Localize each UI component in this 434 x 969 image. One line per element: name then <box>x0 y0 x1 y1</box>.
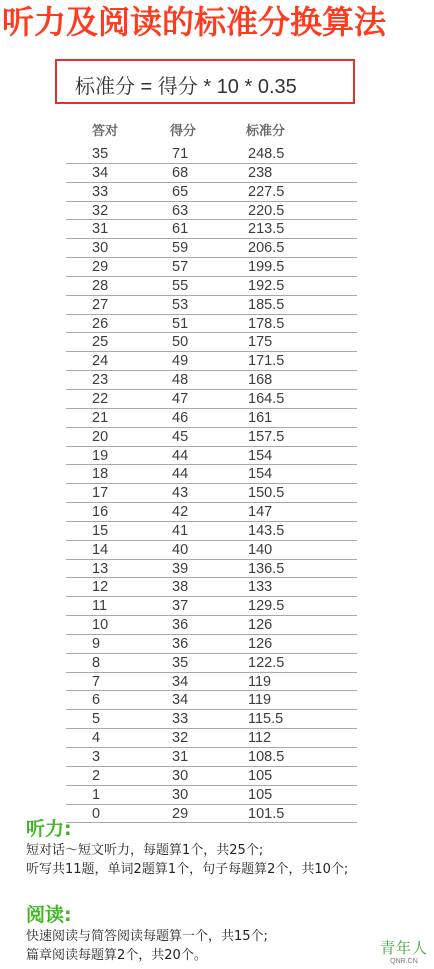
cell-correct: 4 <box>92 730 101 747</box>
cell-score: 47 <box>172 390 189 407</box>
table-row <box>0 616 434 635</box>
cell-correct: 31 <box>92 221 109 238</box>
cell-standard-score: 126 <box>248 617 273 634</box>
cell-correct: 30 <box>92 240 109 257</box>
cell-correct: 6 <box>92 692 101 709</box>
cell-correct: 27 <box>92 296 109 313</box>
cell-standard-score: 157.5 <box>248 428 285 445</box>
cell-standard-score: 178.5 <box>248 315 285 332</box>
table-row <box>0 277 434 296</box>
cell-correct: 18 <box>92 466 109 483</box>
header-standard-score: 标准分 <box>246 124 286 139</box>
cell-score: 68 <box>172 164 189 181</box>
cell-score: 59 <box>172 240 189 257</box>
cell-score: 57 <box>172 259 189 276</box>
cell-score: 38 <box>172 579 189 596</box>
table-row <box>0 767 434 786</box>
cell-correct: 21 <box>92 409 109 426</box>
table-row <box>0 296 434 315</box>
cell-score: 43 <box>172 485 189 502</box>
cell-standard-score: 220.5 <box>248 202 285 219</box>
cell-standard-score: 119 <box>248 692 272 709</box>
cell-correct: 24 <box>92 353 109 370</box>
table-row <box>0 258 434 277</box>
cell-correct: 14 <box>92 541 109 558</box>
cell-standard-score: 147 <box>248 504 273 521</box>
cell-score: 46 <box>172 409 189 426</box>
cell-correct: 15 <box>92 522 109 539</box>
cell-score: 51 <box>172 315 189 332</box>
cell-standard-score: 143.5 <box>248 522 285 539</box>
cell-correct: 8 <box>92 654 101 671</box>
cell-score: 41 <box>172 522 189 539</box>
table-row <box>0 409 434 428</box>
table-row <box>0 202 434 221</box>
cell-standard-score: 168 <box>248 372 273 389</box>
cell-score: 45 <box>172 428 189 445</box>
table-row <box>0 164 434 183</box>
header-correct: 答对 <box>92 124 119 139</box>
cell-score: 61 <box>172 221 189 238</box>
cell-standard-score: 115.5 <box>248 711 284 728</box>
cell-score: 40 <box>172 541 189 558</box>
cell-score: 55 <box>172 277 189 294</box>
cell-standard-score: 238 <box>248 164 273 181</box>
watermark-sub: QNR.CN <box>390 958 418 965</box>
cell-correct: 12 <box>92 579 109 596</box>
cell-score: 39 <box>172 560 189 577</box>
cell-correct: 17 <box>92 485 109 502</box>
table-row <box>0 522 434 541</box>
cell-score: 71 <box>172 146 189 162</box>
table-row <box>0 635 434 654</box>
cell-standard-score: 248.5 <box>248 146 285 162</box>
cell-standard-score: 150.5 <box>248 485 285 502</box>
table-row <box>0 541 434 560</box>
table-row <box>0 371 434 390</box>
cell-correct: 2 <box>92 767 101 784</box>
table-row <box>0 597 434 616</box>
cell-correct: 25 <box>92 334 109 351</box>
cell-score: 35 <box>172 654 189 671</box>
cell-score: 33 <box>172 711 189 728</box>
watermark-logo <box>380 937 428 965</box>
cell-score: 29 <box>172 805 189 822</box>
cell-correct: 9 <box>92 635 101 652</box>
cell-correct: 22 <box>92 390 109 407</box>
cell-standard-score: 206.5 <box>248 240 285 257</box>
table-row <box>0 390 434 409</box>
table-row <box>0 710 434 729</box>
table-row <box>0 239 434 258</box>
watermark-main: 青年人 <box>379 939 428 957</box>
listening-line-2: 听写共11题，单词2题算1个，句子每题算2个，共10个; <box>26 862 349 877</box>
table-row <box>0 315 434 334</box>
cell-score: 44 <box>172 466 189 483</box>
cell-standard-score: 126 <box>248 635 273 652</box>
cell-standard-score: 101.5 <box>248 805 285 822</box>
listening-title: 听力: <box>26 818 72 840</box>
cell-score: 30 <box>172 786 189 803</box>
cell-standard-score: 192.5 <box>248 277 285 294</box>
table-row <box>0 428 434 447</box>
cell-score: 48 <box>172 372 189 389</box>
cell-correct: 13 <box>92 560 109 577</box>
listening-line-1: 短对话～短文听力，每题算1个，共25个; <box>26 843 264 858</box>
cell-standard-score: 133 <box>248 579 273 596</box>
cell-score: 63 <box>172 202 189 219</box>
cell-score: 36 <box>172 617 189 634</box>
cell-score: 44 <box>172 447 189 464</box>
cell-standard-score: 119 <box>248 673 272 690</box>
table-row <box>0 748 434 767</box>
table-row <box>0 352 434 371</box>
cell-standard-score: 108.5 <box>248 749 285 765</box>
cell-correct: 35 <box>92 146 109 162</box>
score-table <box>0 145 434 823</box>
cell-score: 34 <box>172 673 189 690</box>
cell-score: 34 <box>172 692 189 709</box>
cell-standard-score: 105 <box>248 786 273 803</box>
table-row <box>0 654 434 673</box>
cell-standard-score: 175 <box>248 334 273 351</box>
table-row <box>0 465 434 484</box>
cell-score: 49 <box>172 353 189 370</box>
reading-title: 阅读: <box>26 904 72 926</box>
cell-correct: 0 <box>92 805 101 822</box>
table-row <box>0 578 434 597</box>
cell-standard-score: 185.5 <box>248 296 285 313</box>
cell-correct: 28 <box>92 277 109 294</box>
table-row <box>0 183 434 202</box>
cell-correct: 20 <box>92 428 109 445</box>
reading-line-1: 快速阅读与简答阅读每题算一个，共15个; <box>26 929 268 944</box>
cell-score: 36 <box>172 635 189 652</box>
cell-correct: 1 <box>92 786 101 803</box>
header-score: 得分 <box>170 124 197 139</box>
cell-standard-score: 122.5 <box>248 654 285 671</box>
cell-correct: 7 <box>92 673 101 690</box>
formula-box <box>55 59 355 104</box>
cell-standard-score: 161 <box>248 409 273 426</box>
cell-correct: 5 <box>92 711 101 728</box>
reading-line-2: 篇章阅读每题算2个，共20个。 <box>26 948 207 963</box>
cell-standard-score: 105 <box>248 767 273 784</box>
cell-score: 32 <box>172 730 189 747</box>
formula-text: 标准分 = 得分 * 10 * 0.35 <box>75 76 297 98</box>
table-row <box>0 673 434 692</box>
cell-standard-score: 154 <box>248 447 273 464</box>
cell-correct: 29 <box>92 259 109 276</box>
table-row <box>0 503 434 522</box>
cell-standard-score: 199.5 <box>248 259 285 276</box>
cell-correct: 33 <box>92 183 109 200</box>
cell-score: 42 <box>172 504 189 521</box>
table-row <box>0 484 434 503</box>
table-row <box>0 560 434 579</box>
cell-standard-score: 227.5 <box>248 183 285 200</box>
cell-correct: 11 <box>92 598 108 615</box>
cell-score: 50 <box>172 334 189 351</box>
cell-standard-score: 112 <box>248 730 272 747</box>
page-title: 听力及阅读的标准分换算法 <box>2 3 387 41</box>
cell-score: 65 <box>172 183 189 200</box>
cell-score: 31 <box>172 749 189 765</box>
cell-score: 37 <box>172 598 189 615</box>
cell-standard-score: 164.5 <box>248 390 285 407</box>
table-row <box>0 145 434 164</box>
table-row <box>0 786 434 805</box>
cell-correct: 19 <box>92 447 109 464</box>
cell-standard-score: 213.5 <box>248 221 285 238</box>
cell-standard-score: 140 <box>248 541 273 558</box>
cell-standard-score: 136.5 <box>248 560 285 577</box>
table-row <box>0 220 434 239</box>
table-row <box>0 691 434 710</box>
table-row <box>0 333 434 352</box>
cell-correct: 32 <box>92 202 109 219</box>
cell-correct: 10 <box>92 617 109 634</box>
cell-score: 30 <box>172 767 189 784</box>
cell-standard-score: 129.5 <box>248 598 285 615</box>
table-row <box>0 729 434 748</box>
cell-standard-score: 154 <box>248 466 273 483</box>
table-row <box>0 447 434 466</box>
cell-correct: 23 <box>92 372 109 389</box>
cell-standard-score: 171.5 <box>248 353 285 370</box>
cell-score: 53 <box>172 296 189 313</box>
cell-correct: 16 <box>92 504 109 521</box>
cell-correct: 34 <box>92 164 109 181</box>
cell-correct: 26 <box>92 315 109 332</box>
table-header <box>0 117 434 139</box>
cell-correct: 3 <box>92 749 101 765</box>
